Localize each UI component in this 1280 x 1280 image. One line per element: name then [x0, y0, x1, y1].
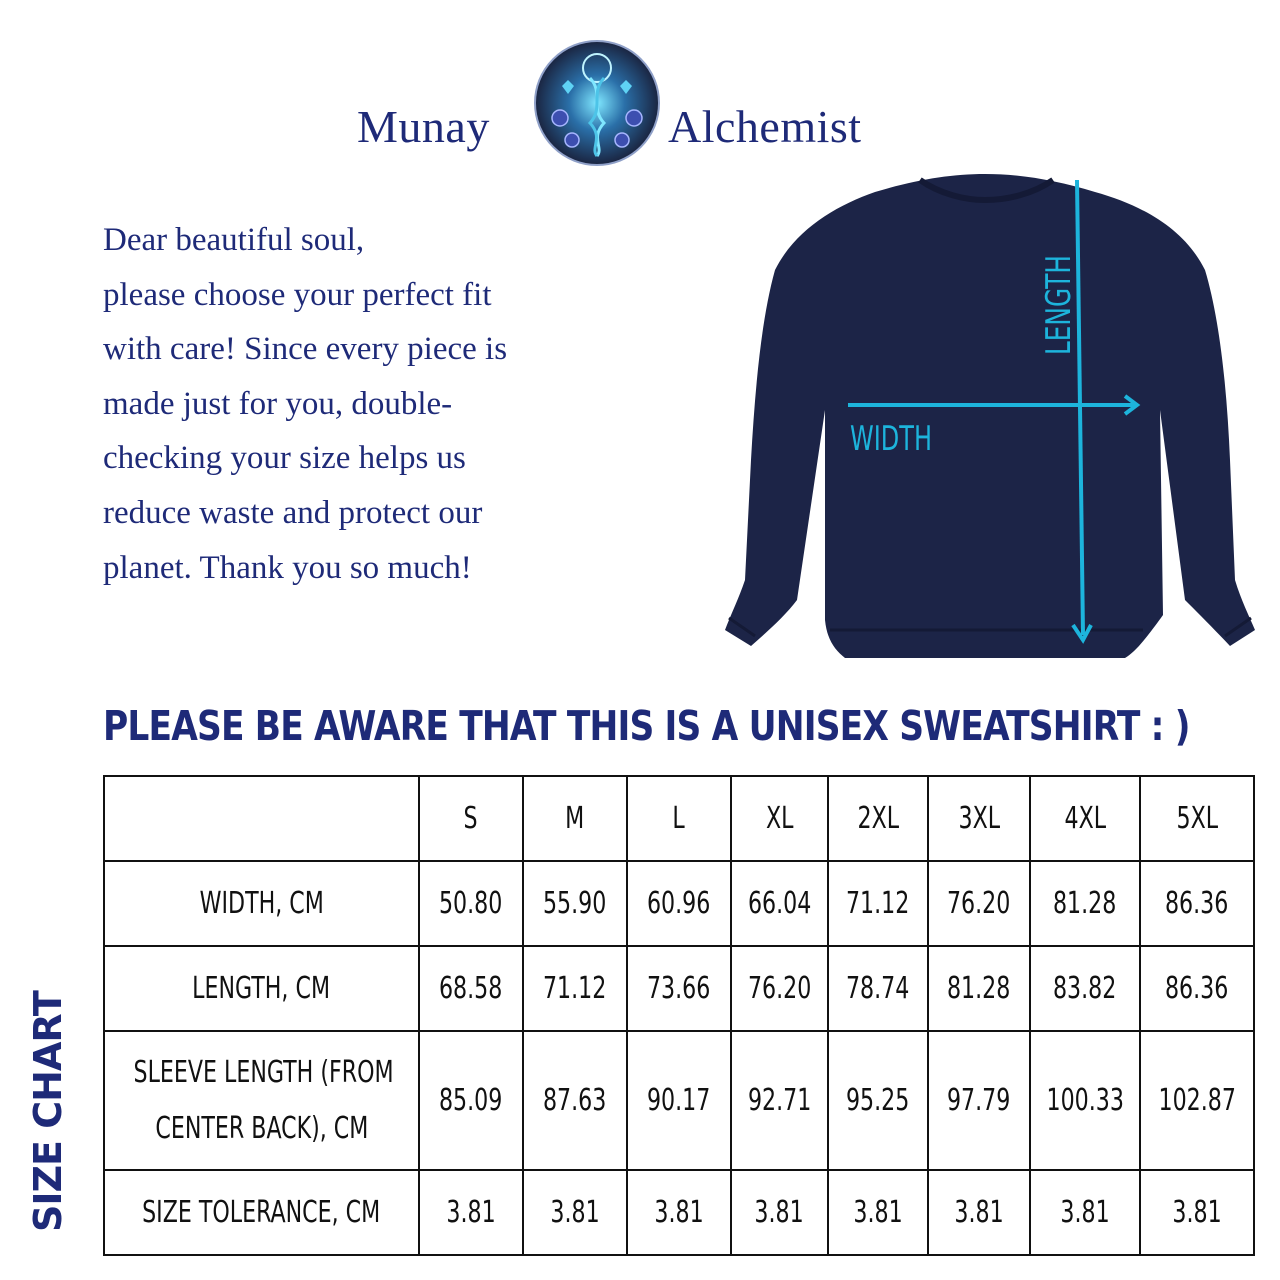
table-cell: 90.17	[627, 1031, 731, 1170]
size-chart-table	[103, 775, 1255, 1256]
table-row	[104, 1031, 1254, 1170]
row-label: LENGTH, CM	[104, 946, 419, 1031]
size-chart-label: SIZE CHART	[26, 991, 70, 1232]
size-header: 4XL	[1030, 776, 1140, 861]
message-line: with care! Since every piece is	[103, 331, 508, 368]
size-header: 5XL	[1140, 776, 1254, 861]
table-cell: 85.09	[419, 1031, 523, 1170]
table-row	[104, 1170, 1254, 1255]
size-header: M	[523, 776, 627, 861]
table-cell: 3.81	[419, 1170, 523, 1255]
message-line: planet. Thank you so much!	[103, 549, 472, 586]
header-empty-cell	[104, 776, 419, 861]
table-cell: 76.20	[928, 861, 1030, 946]
table-cell: 78.74	[828, 946, 928, 1031]
table-cell: 92.71	[731, 1031, 828, 1170]
table-cell: 60.96	[627, 861, 731, 946]
row-label: SIZE TOLERANCE, CM	[104, 1170, 419, 1255]
message-line: made just for you, double-	[103, 385, 453, 422]
table-cell: 73.66	[627, 946, 731, 1031]
table-row	[104, 946, 1254, 1031]
table-cell: 3.81	[523, 1170, 627, 1255]
table-cell: 97.79	[928, 1031, 1030, 1170]
table-cell: 86.36	[1140, 861, 1254, 946]
table-cell: 55.90	[523, 861, 627, 946]
table-cell: 3.81	[1140, 1170, 1254, 1255]
customer-message	[103, 213, 663, 595]
table-cell: 66.04	[731, 861, 828, 946]
table-cell: 68.58	[419, 946, 523, 1031]
unisex-notice: PLEASE BE AWARE THAT THIS IS A UNISEX SWEATSHIRT : )	[103, 702, 1190, 750]
table-cell: 71.12	[523, 946, 627, 1031]
brand-logo-icon	[532, 38, 662, 168]
message-line: please choose your perfect fit	[103, 276, 492, 313]
table-cell: 3.81	[928, 1170, 1030, 1255]
table-cell: 87.63	[523, 1031, 627, 1170]
table-cell: 3.81	[731, 1170, 828, 1255]
table-cell: 3.81	[828, 1170, 928, 1255]
message-line: reduce waste and protect our	[103, 494, 483, 531]
table-cell: 95.25	[828, 1031, 928, 1170]
table-cell: 3.81	[627, 1170, 731, 1255]
brand-name-left: Munay	[357, 101, 490, 152]
size-header: 3XL	[928, 776, 1030, 861]
table-cell: 81.28	[928, 946, 1030, 1031]
size-header: L	[627, 776, 731, 861]
table-cell: 50.80	[419, 861, 523, 946]
table-cell: 81.28	[1030, 861, 1140, 946]
sweatshirt-diagram	[715, 160, 1265, 670]
table-cell: 3.81	[1030, 1170, 1140, 1255]
table-cell: 100.33	[1030, 1031, 1140, 1170]
brand-name-right: Alchemist	[668, 101, 862, 152]
message-line: Dear beautiful soul,	[103, 222, 365, 258]
table-header-row	[104, 776, 1254, 861]
message-line: checking your size helps us	[103, 440, 466, 477]
table-cell: 71.12	[828, 861, 928, 946]
size-header: S	[419, 776, 523, 861]
size-header: 2XL	[828, 776, 928, 861]
table-row	[104, 861, 1254, 946]
table-cell: 86.36	[1140, 946, 1254, 1031]
row-label: WIDTH, CM	[104, 861, 419, 946]
size-header: XL	[731, 776, 828, 861]
width-label: WIDTH	[850, 419, 932, 459]
sweatshirt-body	[725, 174, 1255, 658]
length-label: LENGTH	[1039, 217, 1079, 355]
brand-header	[0, 38, 1280, 168]
table-cell: 76.20	[731, 946, 828, 1031]
row-label: SLEEVE LENGTH (FROM CENTER BACK), CM	[104, 1031, 419, 1170]
table-cell: 102.87	[1140, 1031, 1254, 1170]
table-cell: 83.82	[1030, 946, 1140, 1031]
